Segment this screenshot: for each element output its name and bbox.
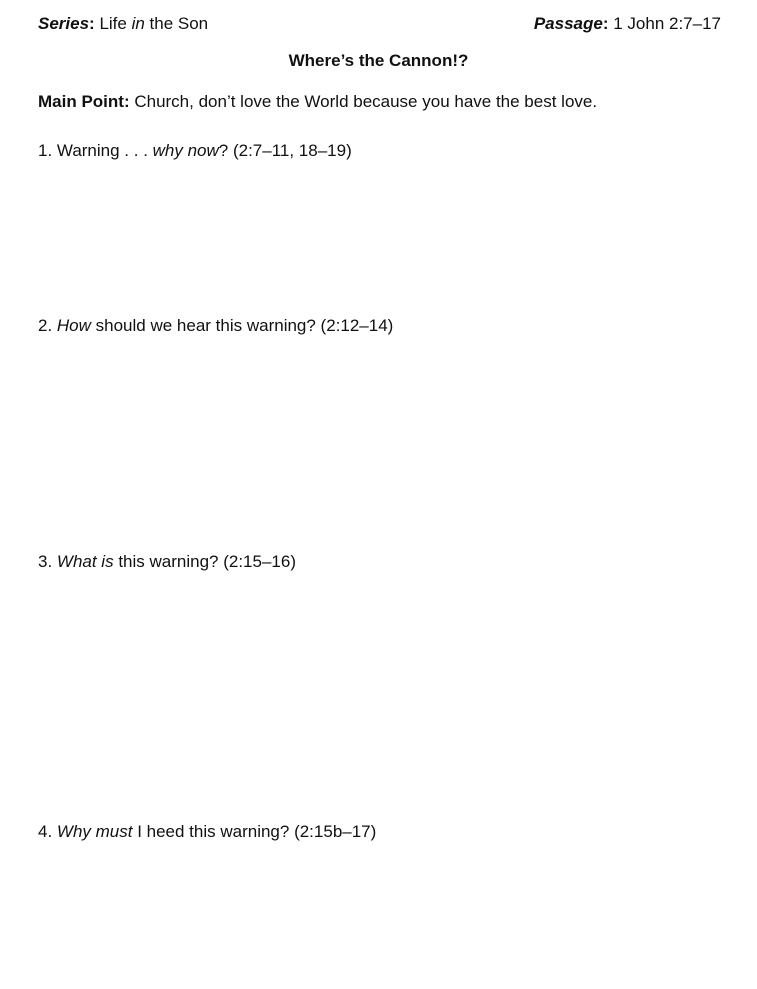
question-3-post: this warning? (2:15–16) <box>113 552 296 571</box>
sermon-title: Where’s the Cannon!? <box>288 51 469 70</box>
question-3-italic: What is <box>56 552 114 571</box>
question-3-pre: 3. <box>38 552 57 571</box>
series-text-italic: in <box>131 14 145 33</box>
question-4-post: I heed this warning? (2:15b–17) <box>132 822 377 841</box>
question-2-post: should we hear this warning? (2:12–14) <box>90 316 394 335</box>
question-4 <box>38 821 376 843</box>
series-label: Series <box>38 14 90 33</box>
series-colon: : <box>89 14 95 33</box>
question-1-post: ? (2:7–11, 18–19) <box>218 141 352 160</box>
series-header <box>38 13 208 35</box>
passage-colon: : <box>602 14 609 33</box>
passage-header <box>534 13 721 35</box>
series-text-post: the Son <box>144 14 209 33</box>
question-1-pre: 1. Warning . . . <box>38 141 153 160</box>
main-point-label: Main Point: <box>38 92 130 111</box>
question-1-italic: why now <box>152 141 219 160</box>
question-2-pre: 2. <box>38 316 57 335</box>
main-point <box>38 91 597 113</box>
question-4-pre: 4. <box>38 822 57 841</box>
main-point-text: Church, don’t love the World because you have the best love. <box>129 92 598 111</box>
question-2-italic: How <box>56 316 91 335</box>
passage-label: Passage <box>533 14 603 33</box>
passage-value: 1 John 2:7–17 <box>608 14 721 33</box>
question-4-italic: Why must <box>56 822 133 841</box>
question-1 <box>38 140 352 162</box>
series-text-pre: Life <box>94 14 132 33</box>
question-3 <box>38 551 296 573</box>
question-2 <box>38 315 393 337</box>
